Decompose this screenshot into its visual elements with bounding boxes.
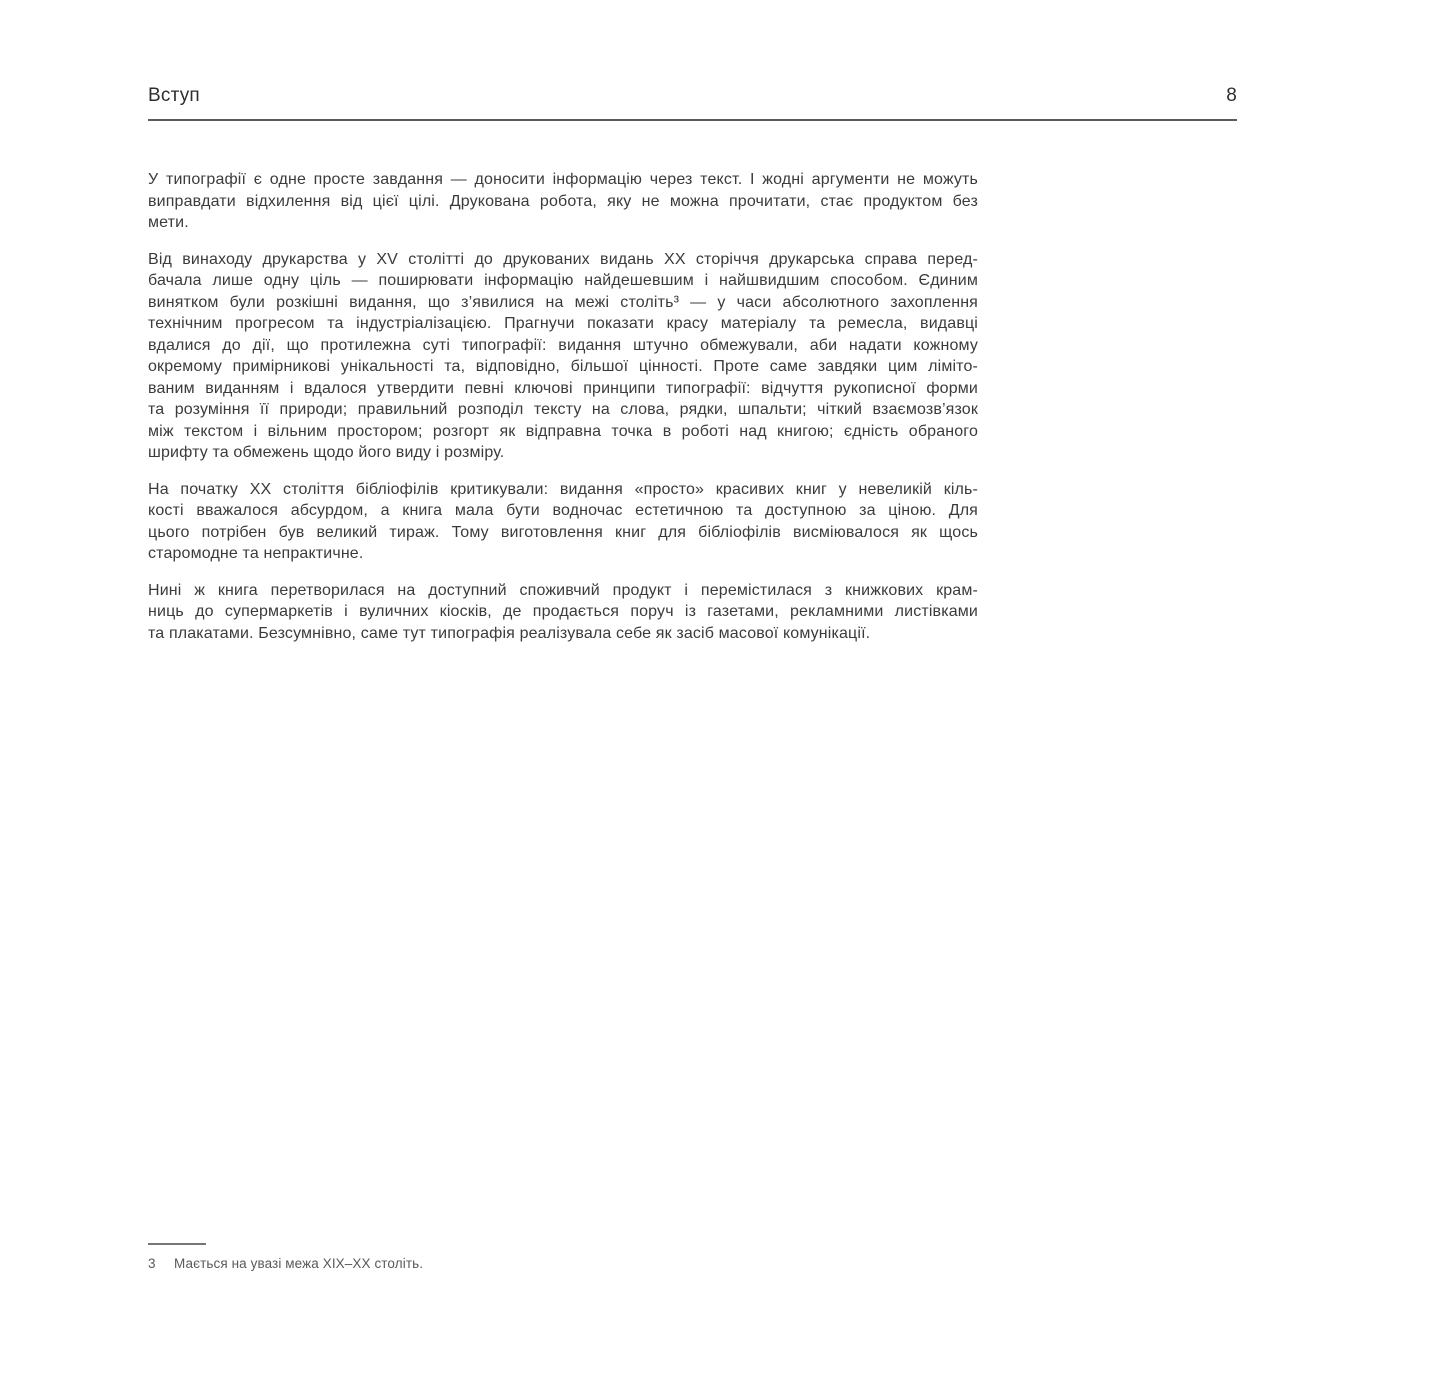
- text-line: ниць до супермаркетів і вуличних кіосків, де продається поруч із газетами, рекламними листівками: [148, 603, 978, 620]
- text-line: окремому примірникові унікальності та, відповідно, більшої цінності. Проте саме завдяки цим ліміто-: [148, 358, 978, 375]
- text-line: та розуміння її природи; правильний розподіл тексту на слова, рядки, шпальти; чіткий взаємозв’язок: [148, 401, 978, 418]
- footnote-text: Мається на увазі межа XIX–XX століть.: [174, 1256, 424, 1271]
- footnote-separator-rule: [148, 1243, 206, 1245]
- text-line: між текстом і вільним простором; розгорт як відправна точка в роботі над книгою; єдність обраного: [148, 422, 978, 440]
- text-line: винятком були розкішні видання, що з’явилися на межі століть³ — у часи абсолютного захоплення: [148, 293, 978, 311]
- footnote: [148, 1255, 978, 1273]
- text-line: технічним прогресом та індустріалізацією. Прагнучи показати красу матеріалу та ремесла, видавці: [148, 315, 978, 332]
- text-line: шрифту та обмежень щодо його виду і розміру.: [148, 444, 505, 461]
- text-line: На початку XX століття бібліофілів критикували: видання «просто» красивих книг у невеликій кіль-: [148, 480, 978, 498]
- text-line: виправдати відхилення від цієї цілі. Друкована робота, яку не можна прочитати, стає продуктом без: [148, 192, 978, 210]
- text-line: Нині ж книга перетворилася на доступний споживчий продукт і перемістилася з книжкових крам-: [148, 581, 978, 599]
- paragraph: [148, 249, 978, 464]
- page-number: 8: [1226, 85, 1237, 106]
- text-line: мети.: [148, 214, 189, 231]
- text-line: бачала лише одну ціль — поширювати інформацію найдешевшим і найшвидшим способом. Єдиним: [148, 272, 978, 289]
- header-rule: [148, 119, 1237, 121]
- text-line: Від винаходу друкарства у XV столітті до друкованих видань XX сторіччя друкарська справа перед-: [148, 250, 978, 268]
- section-title: Вступ: [148, 85, 200, 106]
- running-head: [148, 85, 1237, 107]
- text-line: та плакатами. Безсумнівно, саме тут типографія реалізувала себе як засіб масової комунікації.: [148, 624, 871, 642]
- text-line: вдалися до дії, що протилежна суті типографії: видання штучно обмежували, аби надати кожному: [148, 336, 978, 354]
- footnote-marker: 3: [148, 1256, 156, 1271]
- text-line: У типографії є одне просте завдання — доносити інформацію через текст. І жодні аргументи не можуть: [148, 171, 978, 188]
- text-line: старомодне та непрактичне.: [148, 545, 364, 562]
- text-line: цього потрібен був великий тираж. Тому виготовлення книг для бібліофілів висміювалося як щось: [148, 523, 978, 541]
- text-line: ваним виданням і вдалося утвердити певні ключові принципи типографії: відчуття рукописної форми: [148, 379, 978, 397]
- paragraph: [148, 580, 978, 645]
- text-line: кості вважалося абсурдом, а книга мала бути водночас естетичною та доступною за ціною. Для: [148, 502, 978, 519]
- body-text: [148, 169, 978, 659]
- paragraph: [148, 169, 978, 234]
- paragraph: [148, 479, 978, 565]
